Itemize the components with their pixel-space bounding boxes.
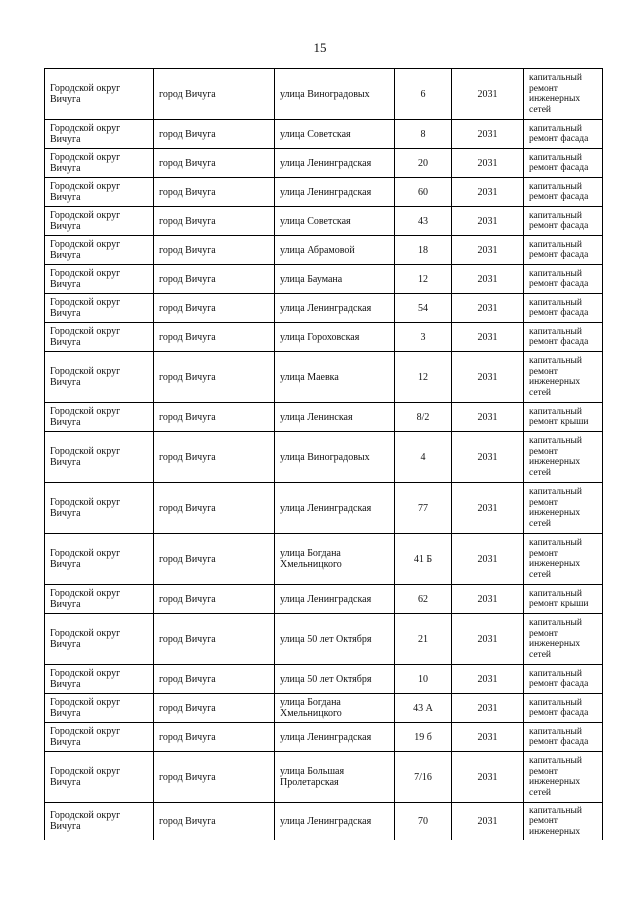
work-type-cell: капитальный ремонт фасада [524,236,603,265]
year-cell: 2031 [452,120,524,149]
year-cell: 2031 [452,323,524,352]
year-cell: 2031 [452,69,524,120]
work-type-cell: капитальный ремонт фасада [524,178,603,207]
city-cell: город Вичуга [154,694,275,723]
city-cell: город Вичуга [154,120,275,149]
house-number-cell: 43 А [395,694,452,723]
city-cell: город Вичуга [154,534,275,585]
year-cell: 2031 [452,403,524,432]
table-row [45,69,603,120]
municipality-cell: Городской округ Вичуга [45,723,154,752]
house-number-cell: 8 [395,120,452,149]
table-row [45,614,603,665]
table-row [45,803,603,840]
table-row [45,149,603,178]
work-type-cell: капитальный ремонт крыши [524,403,603,432]
municipality-cell: Городской округ Вичуга [45,585,154,614]
street-cell: улица Богдана Хмельницкого [275,534,395,585]
city-cell: город Вичуга [154,207,275,236]
municipality-cell: Городской округ Вичуга [45,534,154,585]
city-cell: город Вичуга [154,69,275,120]
municipality-cell: Городской округ Вичуга [45,352,154,403]
city-cell: город Вичуга [154,585,275,614]
work-type-cell: капитальный ремонт инженерных [524,803,603,840]
work-type-cell: капитальный ремонт фасада [524,665,603,694]
house-number-cell: 70 [395,803,452,840]
municipality-cell: Городской округ Вичуга [45,69,154,120]
page-number: 15 [313,40,327,55]
house-number-cell: 19 б [395,723,452,752]
city-cell: город Вичуга [154,614,275,665]
house-number-cell: 8/2 [395,403,452,432]
work-type-cell: капитальный ремонт фасада [524,294,603,323]
work-type-cell: капитальный ремонт инженерных сетей [524,432,603,483]
street-cell: улица Советская [275,120,395,149]
street-cell: улица Баумана [275,265,395,294]
year-cell: 2031 [452,265,524,294]
street-cell: улица 50 лет Октября [275,665,395,694]
work-type-cell: капитальный ремонт крыши [524,585,603,614]
house-number-cell: 54 [395,294,452,323]
house-number-cell: 21 [395,614,452,665]
city-cell: город Вичуга [154,149,275,178]
house-number-cell: 43 [395,207,452,236]
table-row [45,403,603,432]
year-cell: 2031 [452,236,524,265]
work-type-cell: капитальный ремонт фасада [524,265,603,294]
table-row [45,120,603,149]
work-type-cell: капитальный ремонт фасада [524,120,603,149]
city-cell: город Вичуга [154,432,275,483]
city-cell: город Вичуга [154,803,275,840]
housing-repair-table [44,68,603,840]
table-row [45,665,603,694]
year-cell: 2031 [452,432,524,483]
table-row [45,752,603,803]
house-number-cell: 62 [395,585,452,614]
municipality-cell: Городской округ Вичуга [45,149,154,178]
work-type-cell: капитальный ремонт фасада [524,149,603,178]
year-cell: 2031 [452,614,524,665]
house-number-cell: 4 [395,432,452,483]
street-cell: улица Ленинградская [275,294,395,323]
municipality-cell: Городской округ Вичуга [45,265,154,294]
work-type-cell: капитальный ремонт фасада [524,207,603,236]
house-number-cell: 12 [395,265,452,294]
year-cell: 2031 [452,207,524,236]
house-number-cell: 6 [395,69,452,120]
house-number-cell: 3 [395,323,452,352]
work-type-cell: капитальный ремонт инженерных сетей [524,614,603,665]
city-cell: город Вичуга [154,236,275,265]
work-type-cell: капитальный ремонт фасада [524,723,603,752]
city-cell: город Вичуга [154,323,275,352]
city-cell: город Вичуга [154,294,275,323]
municipality-cell: Городской округ Вичуга [45,752,154,803]
house-number-cell: 41 Б [395,534,452,585]
year-cell: 2031 [452,803,524,840]
street-cell: улица Гороховская [275,323,395,352]
street-cell: улица Ленинская [275,403,395,432]
table-row [45,723,603,752]
year-cell: 2031 [452,294,524,323]
street-cell: улица Виноградовых [275,432,395,483]
year-cell: 2031 [452,534,524,585]
table-row [45,694,603,723]
house-number-cell: 7/16 [395,752,452,803]
year-cell: 2031 [452,585,524,614]
table-row [45,236,603,265]
municipality-cell: Городской округ Вичуга [45,403,154,432]
municipality-cell: Городской округ Вичуга [45,120,154,149]
work-type-cell: капитальный ремонт инженерных сетей [524,352,603,403]
city-cell: город Вичуга [154,723,275,752]
street-cell: улица Абрамовой [275,236,395,265]
table-row [45,432,603,483]
street-cell: улица Советская [275,207,395,236]
municipality-cell: Городской округ Вичуга [45,236,154,265]
street-cell: улица Ленинградская [275,723,395,752]
municipality-cell: Городской округ Вичуга [45,665,154,694]
street-cell: улица 50 лет Октября [275,614,395,665]
municipality-cell: Городской округ Вичуга [45,207,154,236]
municipality-cell: Городской округ Вичуга [45,694,154,723]
table-row [45,323,603,352]
street-cell: улица Виноградовых [275,69,395,120]
street-cell: улица Ленинградская [275,483,395,534]
municipality-cell: Городской округ Вичуга [45,803,154,840]
house-number-cell: 20 [395,149,452,178]
house-number-cell: 10 [395,665,452,694]
municipality-cell: Городской округ Вичуга [45,323,154,352]
municipality-cell: Городской округ Вичуга [45,614,154,665]
table-row [45,534,603,585]
street-cell: улица Маевка [275,352,395,403]
house-number-cell: 60 [395,178,452,207]
city-cell: город Вичуга [154,665,275,694]
table-row [45,585,603,614]
house-number-cell: 12 [395,352,452,403]
work-type-cell: капитальный ремонт фасада [524,694,603,723]
city-cell: город Вичуга [154,352,275,403]
street-cell: улица Ленинградская [275,585,395,614]
table-row [45,483,603,534]
table-row [45,178,603,207]
house-number-cell: 77 [395,483,452,534]
year-cell: 2031 [452,352,524,403]
city-cell: город Вичуга [154,403,275,432]
city-cell: город Вичуга [154,178,275,207]
work-type-cell: капитальный ремонт фасада [524,323,603,352]
street-cell: улица Большая Пролетарская [275,752,395,803]
work-type-cell: капитальный ремонт инженерных сетей [524,483,603,534]
year-cell: 2031 [452,694,524,723]
table-row [45,294,603,323]
work-type-cell: капитальный ремонт инженерных сетей [524,69,603,120]
work-type-cell: капитальный ремонт инженерных сетей [524,534,603,585]
table-row [45,265,603,294]
city-cell: город Вичуга [154,265,275,294]
table-body [45,69,603,840]
table-row [45,207,603,236]
year-cell: 2031 [452,149,524,178]
municipality-cell: Городской округ Вичуга [45,432,154,483]
street-cell: улица Ленинградская [275,149,395,178]
year-cell: 2031 [452,723,524,752]
municipality-cell: Городской округ Вичуга [45,294,154,323]
year-cell: 2031 [452,752,524,803]
street-cell: улица Ленинградская [275,178,395,207]
city-cell: город Вичуга [154,483,275,534]
work-type-cell: капитальный ремонт инженерных сетей [524,752,603,803]
table-row [45,352,603,403]
city-cell: город Вичуга [154,752,275,803]
municipality-cell: Городской округ Вичуга [45,178,154,207]
year-cell: 2031 [452,483,524,534]
municipality-cell: Городской округ Вичуга [45,483,154,534]
year-cell: 2031 [452,178,524,207]
street-cell: улица Богдана Хмельницкого [275,694,395,723]
street-cell: улица Ленинградская [275,803,395,840]
house-number-cell: 18 [395,236,452,265]
year-cell: 2031 [452,665,524,694]
